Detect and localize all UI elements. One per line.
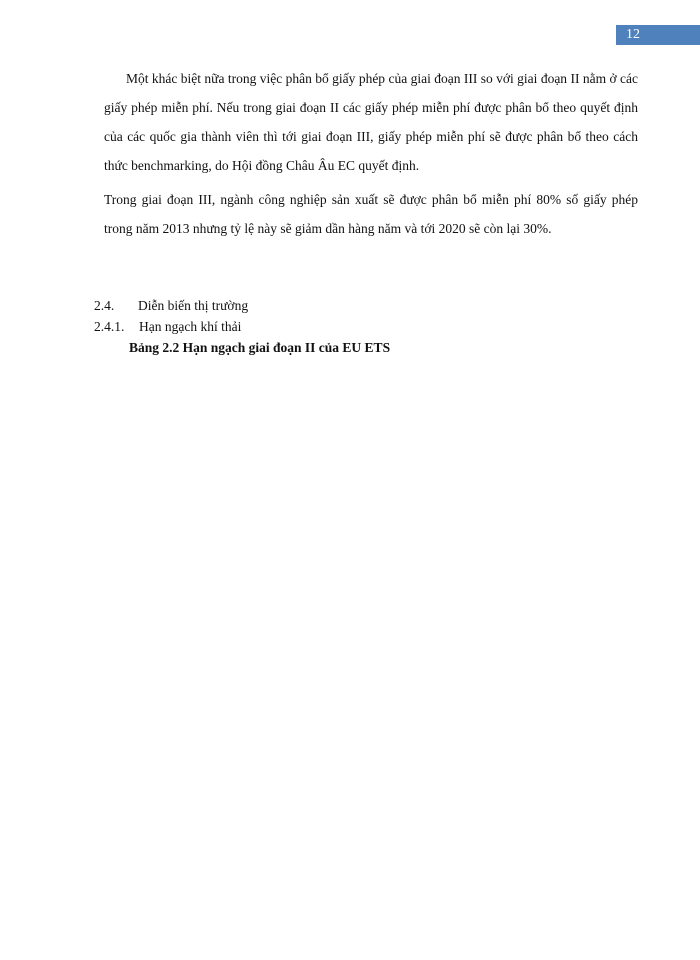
section-title-2-4-1: Hạn ngạch khí thải bbox=[139, 319, 242, 334]
page-number: 12 bbox=[626, 27, 640, 42]
body-paragraph-1: Một khác biệt nữa trong việc phân bổ giấy phép của giai đoạn III so với giai đoạn II nằm ở các giấy phép miễn phí. Nếu trong giai đoạn II các giấy phép miễn phí được phân bổ theo quyết định của các quốc gia thành viên thì tới giai đoạn III, giấy phép miễn phí sẽ được phân bổ theo cách thức benchmarking, do Hội đồng Châu Âu EC quyết định. bbox=[104, 71, 638, 173]
section-title-2-4: Diễn biến thị trường bbox=[138, 298, 249, 313]
section-number-2-4-1: 2.4.1. bbox=[94, 319, 125, 334]
section-number-2-4: 2.4. bbox=[94, 298, 115, 313]
table-caption: Bảng 2.2 Hạn ngạch giai đoạn II của EU ETS bbox=[129, 340, 391, 355]
body-paragraph-2: Trong giai đoạn III, ngành công nghiệp sản xuất sẽ được phân bổ miễn phí 80% số giấy phép trong năm 2013 nhưng tỷ lệ này sẽ giảm dần hàng năm và tới 2020 sẽ còn lại 30%. bbox=[104, 192, 638, 236]
